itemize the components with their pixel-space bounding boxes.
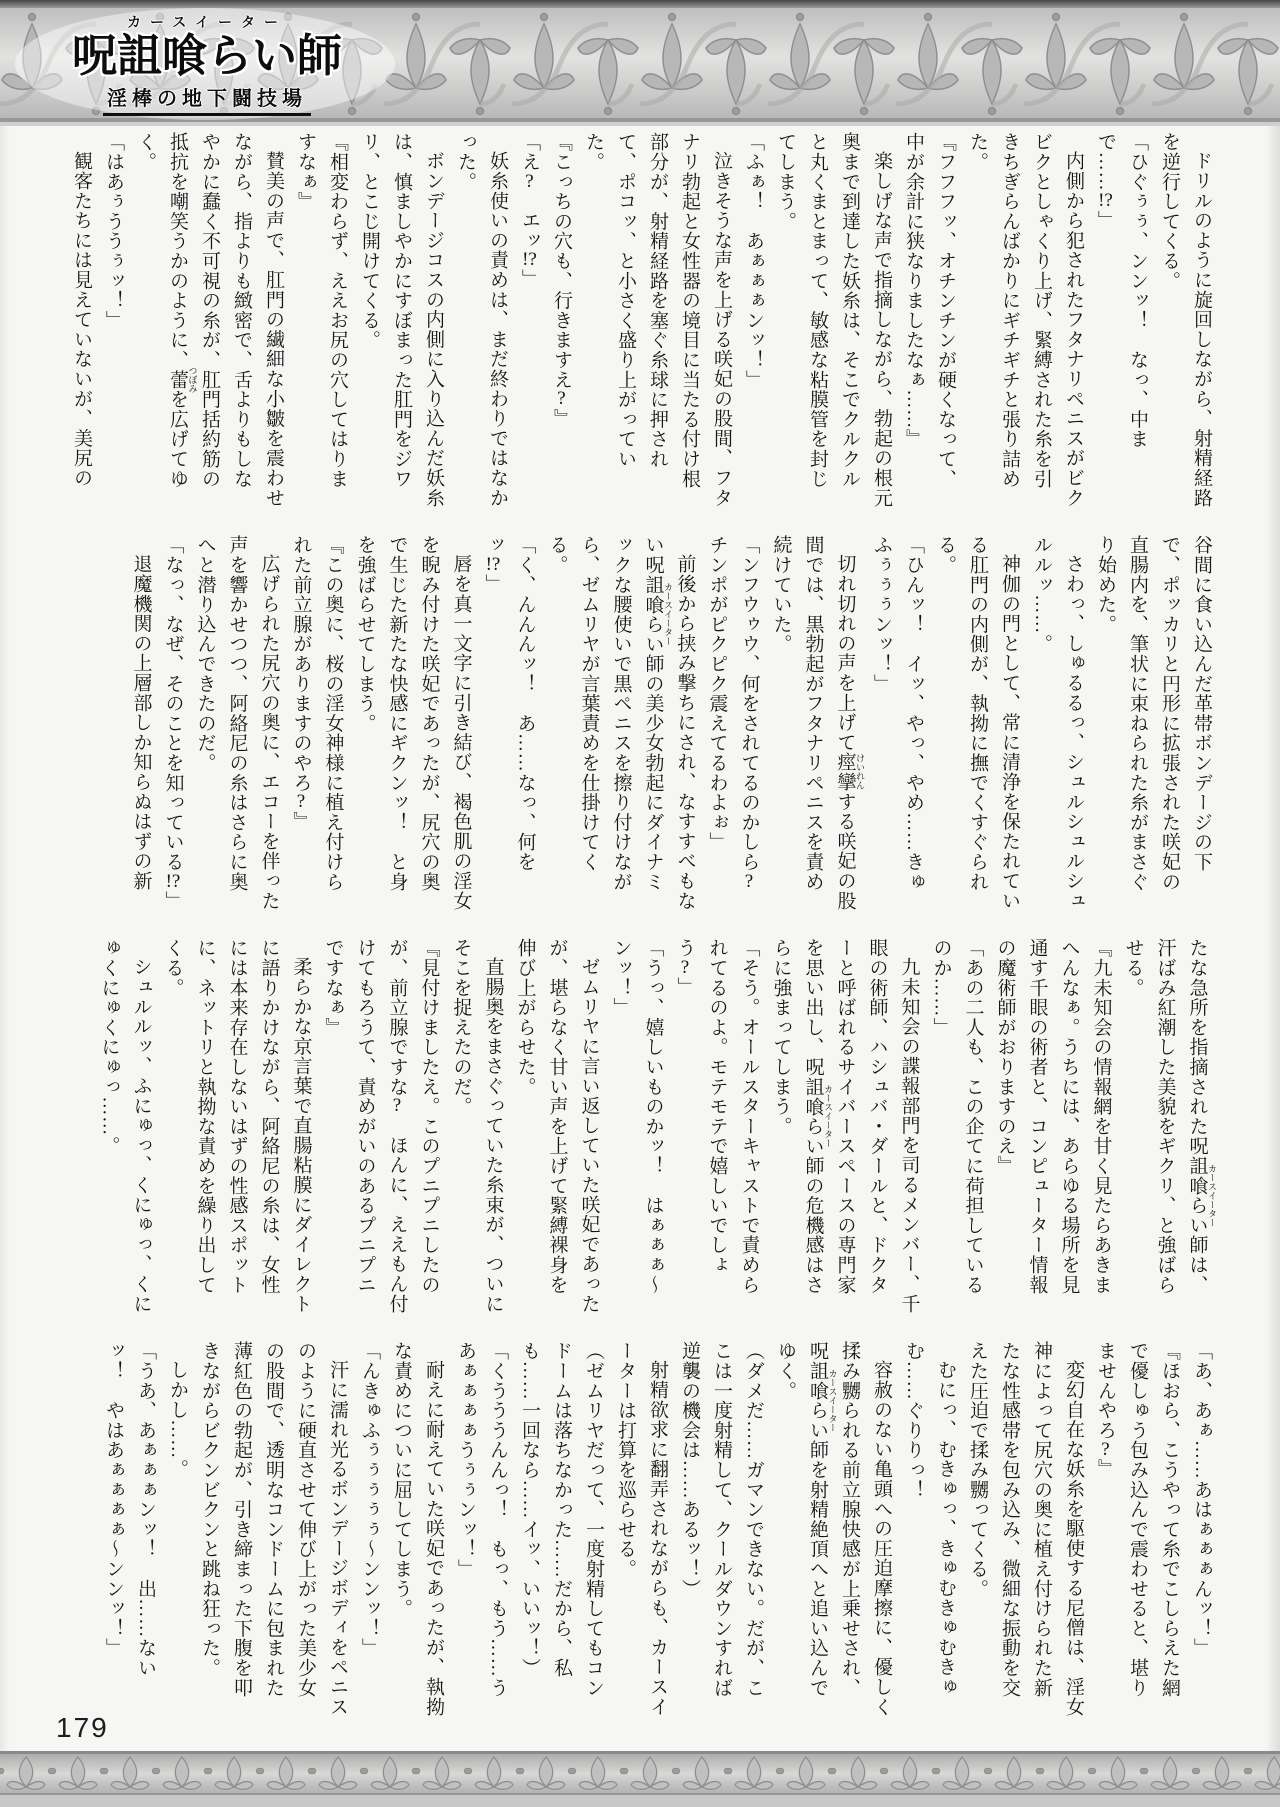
paragraph: 『この奥に、桜の淫女神様に植え付けられた前立腺がありますのやろ?』 (290, 535, 344, 892)
paragraph: 切れ切れの声を上げて痙攣 けいれんする咲妃の股間では、黒勃起がフタナリペニスを責め続けていた。 (770, 535, 865, 911)
paragraph: 「ひんッ！ イッ、やっ、やめ……きゅふぅぅぅンッ！」 (871, 535, 924, 892)
paragraph: ドリルのように旋回しながら、射精経路を逆行してくる。 (1159, 132, 1212, 508)
paragraph: 射精欲求に翻弄されながらも、カースイーターは打算を巡らせる。 (615, 1341, 668, 1717)
text-area (57, 132, 1217, 1744)
paragraph: 『見付けましたえ。このプニプニしたのが、前立腺ですな? ほんに、ええもん付けてもろうて、責めがいのあるプニプニですなぁ』 (322, 938, 440, 1314)
paragraph: 「なっ、なぜ、そのことを知っている!?」 (162, 535, 184, 911)
paragraph: 柔らかな京言葉で直腸粘膜にダイレクトに語りかけながら、阿絡尼の糸は、女性には本来存在しないはずの性感スポットに、ネットリと執拗な責めを繰り出してくる。 (162, 938, 312, 1314)
paragraph: 広げられた尻穴の奥に、エコーを伴った声を響かせつつ、阿絡尼の糸はさらに奥へと潜り込んできたのだ。 (194, 535, 280, 911)
series-subtitle: 淫棒の地下闘技場 (103, 82, 311, 116)
paragraph: 直腸奥をまさぐっていた糸束が、ついにそこを捉えたのだ。 (450, 938, 504, 1314)
paragraph: 谷間に食い込んだ革帯ボンデージの下で、ポッカリと円形に拡張された咲妃の直腸内を、筆状に束ねられた糸がまさぐり始めた。 (1095, 535, 1212, 892)
paragraph: （ダメだ……ガマンできない。だが、ここは一度射精して、クールダウンすれば逆襲の機会は……あるッ！） (679, 1341, 764, 1698)
paragraph: しかし……。 (167, 1360, 188, 1479)
paragraph: たな急所を指摘された呪詛喰らい師 カースイーターは、汗ばみ紅潮した美貌をギクリ、と強ばらせる。 (1122, 938, 1217, 1295)
paragraph: 妖糸使いの責めは、まだ終わりではなかった。 (455, 132, 508, 508)
text-band-3 (57, 938, 1217, 1314)
paragraph: 『フフフッ、オチンチンが硬くなって、中が余計に狭なりましたなぁ……』 (903, 132, 956, 489)
paragraph: 耐えに耐えていた咲妃であったが、執拗な責めについに屈してしまう。 (391, 1341, 444, 1717)
paragraph: 「うっ、嬉しいものかッ！ はぁぁぁ～ンッ！」 (610, 938, 664, 1295)
paragraph: 「んきゅふぅぅぅぅぅ～ンンッ！」 (359, 1341, 380, 1658)
paragraph: 退魔機関の上層部しか知らぬはずの新 (130, 554, 152, 891)
paragraph: 「そう。オールスターキャストで責められてるのよ。モテモテで嬉しいでしょう?」 (674, 938, 760, 1295)
paragraph: 「あ、あぁ……あはぁぁぁんッ！」 (1191, 1341, 1212, 1658)
paragraph: 『ほおら、こうやって糸でこしらえた網で優しゅう包み込んで震わせると、堪りませんやろ?』 (1095, 1341, 1180, 1698)
paragraph: 「くうううんんっ！ もっ、もう……うあぁぁぁぁうぅぅンッ！」 (455, 1341, 508, 1698)
paragraph: 泣きそうな声を上げる咲妃の股間、フタナリ勃起と女性器の境目に当たる付け根部分が、射精経路を塞ぐ糸球に押されて、ポコッ、と小さく盛り上がっていた。 (583, 132, 732, 508)
paragraph: 汗に濡れ光るボンデージボディをペニスのように硬直させて伸び上がった美少女の股間で、透明なコンドームに包まれた薄紅色の勃起が、引き締まった下腹を叩きながらビクンビクンと跳ね狂った。 (199, 1341, 348, 1717)
paragraph: 「え? エッ!?」 (519, 132, 540, 289)
paragraph: 『こっちの穴も、行きますえ?』 (551, 132, 572, 429)
paragraph: （ゼムリヤだって、一度射精してもコンドームは落ちなかった……だから、私も……一回なら……イッ、いいッ！） (519, 1341, 604, 1698)
page-edge-shadow-right (1266, 126, 1280, 1751)
series-title: 呪詛喰らい師 (71, 31, 342, 81)
paragraph: 「く、んんんッ！ あ……なっ、何をッ!?」 (482, 535, 536, 872)
series-title-furigana: カースイーター (126, 16, 288, 31)
text-band-4 (57, 1341, 1217, 1717)
page-number: 179 (56, 1712, 109, 1743)
paragraph: さわっ、しゅるるっ、シュルシュルシュルルッ……。 (1031, 535, 1084, 911)
paragraph: 『九未知会の情報網を甘く見たらあきまへんなぁ。うちには、あらゆる場所を見通す千眼の術者と、コンピューター情報の魔術師がおりますのえ』 (994, 938, 1112, 1295)
ornament-border-bottom (0, 1751, 1280, 1807)
paragraph: 神伽の門として、常に清浄を保たれている肛門の内側が、執拗に撫でくすぐられる。 (935, 535, 1020, 911)
paragraph: 「ンフウゥウ、何をされてるのかしら? チンポがピクピク震えてるわよぉ」 (706, 535, 760, 911)
paragraph: 「あの二人も、この企てに荷担しているのか……」 (930, 938, 984, 1295)
paragraph: ボンデージコスの内側に入り込んだ妖糸は、慎ましやかにすぼまった肛門をジワリ、とこじ開けてくる。 (359, 132, 444, 508)
paragraph: 観客たちには見えていないが、美尻の (71, 151, 92, 488)
page-edge-shadow-left (0, 126, 10, 1751)
paragraph: 内側から犯されたフタナリペニスがビクビクとしゃくり上げ、緊縛された糸を引きちぎらんばかりにギチギチと張り詰めた。 (967, 132, 1084, 508)
paragraph: むにっ、むきゅっ、きゅむきゅむきゅむ……ぐりりっ！ (903, 1341, 956, 1697)
paragraph: 前後から挟み撃ちにされ、なすすべもない呪詛喰らい師 カースイーターの美少女勃起にダイナミックな腰使いで黒ペニスを擦り付けながら、ゼムリヤが言葉責めを仕掛けてくる。 (546, 535, 696, 911)
paragraph: 「ふぁ！ あぁぁぁンッ！」 (743, 132, 764, 390)
paragraph: 「うあ、あぁぁぁンッ！ 出……ないッ！ やはあぁぁぁぁ～ンンッ！」 (103, 1341, 156, 1678)
text-band-2 (57, 535, 1217, 911)
book-header (52, 12, 362, 116)
paragraph: 楽しげな声で指摘しながら、勃起の根元奥まで到達した妖糸は、そこでクルクルと丸くまとまって、敏感な粘膜管を封じてしまう。 (775, 132, 892, 508)
paragraph: 『相変わらず、ええお尻の穴してはりますなぁ』 (295, 132, 348, 489)
paragraph: 「はあぅううぅッ！」 (103, 132, 124, 330)
paragraph: シュルルッ、ふにゅっ、くにゅっ、くにゅくにゅくにゅっ……。 (98, 938, 152, 1314)
paragraph: 唇を真一文字に引き結び、褐色肌の淫女を睨み付けた咲妃であったが、尻穴の奥で生じた新たな快感にギクンッ！ と身を強ばらせてしまう。 (354, 535, 472, 911)
text-band-1 (57, 132, 1217, 508)
paragraph: 賛美の声で、肛門の繊細な小皺を震わせながら、指よりも緻密で、舌よりもしなやかに蠢く不可視の糸が、肛門括約筋の抵抗を嘲笑うかのように、蕾 つぼみを広げてゆく。 (135, 132, 284, 508)
paragraph: 「ひぐぅぅ、ンンッ！ なっ、中まで……!?」 (1095, 132, 1148, 449)
paragraph: 容赦のない亀頭への圧迫摩擦に、優しく揉み嬲られる前立腺快感が上乗せされ、呪詛喰らい師 カースイーターを射精絶頂へと追い込んでゆく。 (775, 1341, 892, 1717)
paragraph: 変幻自在な妖糸を駆使する尼僧は、淫女神によって尻穴の奥に植え付けられた新たな性感帯を包み込み、微細な振動を交えた圧迫で揉み嬲ってくる。 (967, 1341, 1084, 1717)
paragraph: ゼムリヤに言い返していた咲妃であったが、堪らなく甘い声を上げて緊縛裸身を伸び上がらせた。 (514, 938, 600, 1314)
paragraph: 九未知会の諜報部門を司るメンバー、千眼の術師、ハシュバ・ダールと、ドクターと呼ばれるサイバースペースの専門家を思い出し、呪詛喰らい師 カースイーターの危機感はさらに強まってしまう。 (770, 938, 920, 1314)
